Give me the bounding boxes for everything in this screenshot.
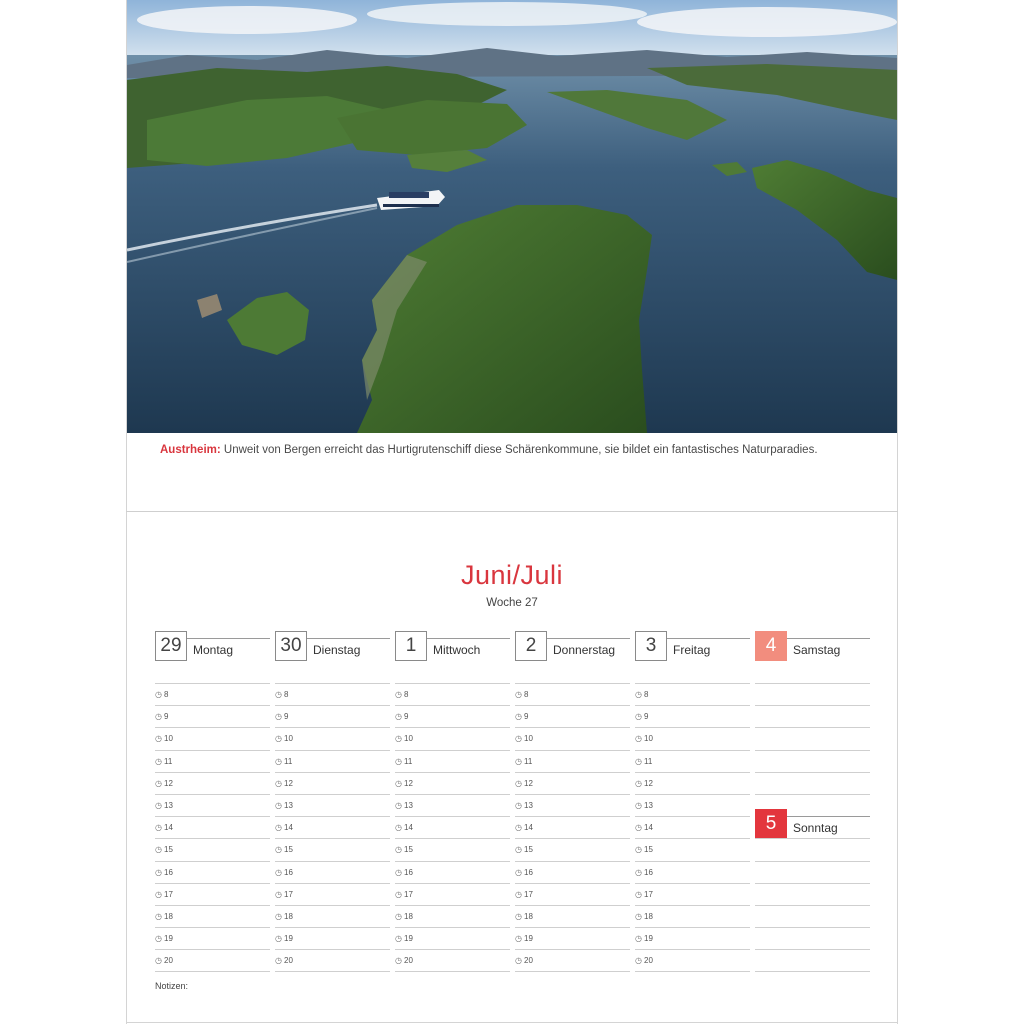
hour-row[interactable] [515, 927, 630, 949]
hour-row[interactable] [395, 949, 510, 971]
clock-icon: ◷ [515, 823, 522, 833]
day-name: Freitag [673, 643, 711, 657]
week-label: Woche 27 [486, 597, 538, 609]
clock-icon: ◷ [395, 756, 402, 766]
hour-row[interactable] [515, 838, 630, 860]
hour-row[interactable] [155, 927, 270, 949]
hour-row[interactable] [515, 861, 630, 883]
hour-row[interactable] [635, 838, 750, 860]
hour-row[interactable] [755, 750, 870, 772]
clock-icon: ◷ [515, 734, 522, 744]
hour-row[interactable] [275, 794, 390, 816]
hour-row[interactable] [275, 683, 390, 705]
hour-row[interactable] [275, 750, 390, 772]
hour-label: 14 [284, 823, 293, 833]
hour-row[interactable] [515, 794, 630, 816]
hour-row[interactable] [275, 705, 390, 727]
hour-label: 19 [524, 934, 533, 944]
hour-label: 14 [404, 823, 413, 833]
hour-label: 15 [164, 845, 173, 855]
hour-label: 19 [404, 934, 413, 944]
clock-icon: ◷ [275, 934, 282, 944]
hour-label: 20 [284, 956, 293, 966]
hour-label: 13 [284, 800, 293, 810]
hour-label: 17 [524, 889, 533, 899]
hour-row[interactable] [755, 683, 870, 705]
hour-label: 14 [524, 823, 533, 833]
hour-row[interactable] [395, 883, 510, 905]
hour-label: 8 [644, 690, 649, 699]
fjord-photo [127, 0, 897, 433]
clock-icon: ◷ [395, 911, 402, 921]
hour-label: 10 [164, 734, 173, 744]
clock-icon: ◷ [275, 756, 282, 766]
clock-icon: ◷ [155, 911, 162, 921]
weekend-column [755, 683, 870, 972]
clock-icon: ◷ [155, 690, 162, 699]
clock-icon: ◷ [275, 889, 282, 899]
clock-icon: ◷ [395, 734, 402, 744]
clock-icon: ◷ [155, 712, 162, 722]
hour-row[interactable] [155, 883, 270, 905]
hour-row[interactable] [395, 927, 510, 949]
clock-icon: ◷ [395, 867, 402, 877]
hour-row[interactable] [275, 883, 390, 905]
hour-row[interactable] [275, 816, 390, 838]
hour-row-end [275, 971, 390, 972]
clock-icon: ◷ [155, 934, 162, 944]
hour-row[interactable] [635, 883, 750, 905]
hour-row[interactable] [755, 861, 870, 883]
hour-row[interactable] [515, 683, 630, 705]
clock-icon: ◷ [635, 889, 642, 899]
hour-label: 17 [284, 889, 293, 899]
clock-icon: ◷ [275, 712, 282, 722]
hour-column [635, 683, 750, 972]
day-number: 4 [755, 631, 787, 661]
month-title: Juni/Juli [460, 560, 564, 590]
clock-icon: ◷ [395, 690, 402, 699]
hour-label: 11 [524, 756, 533, 766]
hour-row[interactable] [395, 727, 510, 749]
hour-label: 16 [284, 867, 293, 877]
hour-row[interactable] [275, 905, 390, 927]
hour-label: 15 [524, 845, 533, 855]
clock-icon: ◷ [635, 956, 642, 966]
hour-label: 17 [164, 889, 173, 899]
hour-label: 12 [404, 778, 413, 788]
hour-label: 14 [164, 823, 173, 833]
hour-row[interactable] [275, 861, 390, 883]
hour-row[interactable] [275, 838, 390, 860]
hour-label: 13 [404, 800, 413, 810]
hour-row[interactable] [755, 705, 870, 727]
hour-label: 12 [164, 778, 173, 788]
hour-row[interactable] [635, 861, 750, 883]
hour-row[interactable] [635, 905, 750, 927]
hour-row[interactable] [635, 927, 750, 949]
clock-icon: ◷ [635, 823, 642, 833]
clock-icon: ◷ [635, 845, 642, 855]
hour-row[interactable] [275, 772, 390, 794]
page-fold-divider [126, 511, 898, 512]
hour-row[interactable] [755, 772, 870, 794]
hour-row[interactable] [635, 816, 750, 838]
clock-icon: ◷ [275, 800, 282, 810]
hour-row[interactable] [755, 838, 870, 860]
hour-row[interactable] [395, 683, 510, 705]
clock-icon: ◷ [515, 756, 522, 766]
day-number: 29 [155, 631, 187, 661]
hour-label: 8 [284, 690, 289, 699]
clock-icon: ◷ [395, 956, 402, 966]
clock-icon: ◷ [275, 734, 282, 744]
clock-icon: ◷ [395, 889, 402, 899]
clock-icon: ◷ [155, 889, 162, 899]
hour-label: 16 [164, 867, 173, 877]
hour-row[interactable] [515, 905, 630, 927]
hour-row[interactable] [515, 816, 630, 838]
clock-icon: ◷ [155, 867, 162, 877]
hour-row[interactable] [635, 705, 750, 727]
hour-row[interactable] [155, 683, 270, 705]
hour-label: 20 [164, 956, 173, 966]
clock-icon: ◷ [635, 778, 642, 788]
hour-label: 15 [404, 845, 413, 855]
day-number: 3 [635, 631, 667, 661]
hour-row[interactable] [155, 861, 270, 883]
hour-row[interactable] [275, 949, 390, 971]
hour-label: 10 [284, 734, 293, 744]
hour-label: 13 [524, 800, 533, 810]
clock-icon: ◷ [515, 712, 522, 722]
hour-row-end [395, 971, 510, 972]
hour-row[interactable] [515, 727, 630, 749]
clock-icon: ◷ [515, 911, 522, 921]
hour-row[interactable] [635, 794, 750, 816]
hour-label: 9 [164, 712, 169, 722]
clock-icon: ◷ [395, 712, 402, 722]
hour-row[interactable] [755, 816, 870, 838]
hour-row[interactable] [395, 838, 510, 860]
hour-row[interactable] [755, 727, 870, 749]
caption-text: Unweit von Bergen erreicht das Hurtigrutenschiff diese Schärenkommune, sie bildet ein fantastisches Naturparadies. [220, 444, 818, 456]
hour-label: 19 [644, 934, 653, 944]
clock-icon: ◷ [635, 934, 642, 944]
notes-label: Notizen: [155, 981, 189, 991]
hour-row[interactable] [755, 949, 870, 971]
clock-icon: ◷ [155, 778, 162, 788]
clock-icon: ◷ [515, 934, 522, 944]
hour-label: 17 [644, 889, 653, 899]
clock-icon: ◷ [515, 845, 522, 855]
hour-label: 9 [524, 712, 529, 722]
hour-row-end [755, 971, 870, 972]
hour-row[interactable] [155, 727, 270, 749]
clock-icon: ◷ [155, 823, 162, 833]
day-name: Samstag [793, 643, 841, 657]
hour-column [155, 683, 270, 972]
clock-icon: ◷ [635, 911, 642, 921]
clock-icon: ◷ [635, 800, 642, 810]
clock-icon: ◷ [275, 956, 282, 966]
hour-label: 16 [644, 867, 653, 877]
hour-label: 8 [524, 690, 529, 699]
hour-label: 12 [284, 778, 293, 788]
hour-row[interactable] [395, 861, 510, 883]
hour-row[interactable] [395, 905, 510, 927]
hour-label: 10 [644, 734, 653, 744]
hour-column [515, 683, 630, 972]
clock-icon: ◷ [515, 690, 522, 699]
hour-label: 9 [284, 712, 289, 722]
clock-icon: ◷ [275, 911, 282, 921]
hour-row[interactable] [155, 905, 270, 927]
hour-label: 11 [284, 756, 293, 766]
hour-row[interactable] [155, 750, 270, 772]
hour-label: 8 [404, 690, 409, 699]
hour-label: 14 [644, 823, 653, 833]
hour-label: 12 [644, 778, 653, 788]
day-number: 1 [395, 631, 427, 661]
hour-label: 19 [284, 934, 293, 944]
hour-row[interactable] [275, 927, 390, 949]
hour-row-end [635, 971, 750, 972]
day-number: 5 [755, 809, 787, 839]
hour-row[interactable] [755, 905, 870, 927]
hour-row[interactable] [755, 883, 870, 905]
hour-label: 18 [524, 911, 533, 921]
hour-label: 18 [284, 911, 293, 921]
hour-label: 15 [284, 845, 293, 855]
hour-row[interactable] [755, 927, 870, 949]
caption-place: Austrheim: [160, 444, 221, 456]
hour-row[interactable] [155, 838, 270, 860]
clock-icon: ◷ [275, 823, 282, 833]
clock-icon: ◷ [635, 756, 642, 766]
day-number: 30 [275, 631, 307, 661]
hour-row[interactable] [395, 772, 510, 794]
hour-row[interactable] [155, 949, 270, 971]
page-right-edge [897, 0, 898, 1024]
hour-row[interactable] [395, 750, 510, 772]
hour-row[interactable] [155, 772, 270, 794]
photo-caption [160, 444, 880, 456]
day-name: Mittwoch [433, 643, 481, 657]
clock-icon: ◷ [275, 778, 282, 788]
hour-row[interactable] [515, 705, 630, 727]
day-name: Donnerstag [553, 643, 616, 657]
hour-row[interactable] [635, 949, 750, 971]
hour-label: 20 [524, 956, 533, 966]
clock-icon: ◷ [275, 867, 282, 877]
day-number: 2 [515, 631, 547, 661]
hour-label: 10 [404, 734, 413, 744]
hour-row[interactable] [635, 750, 750, 772]
clock-icon: ◷ [635, 867, 642, 877]
hour-row[interactable] [275, 727, 390, 749]
hour-row[interactable] [635, 772, 750, 794]
hour-label: 17 [404, 889, 413, 899]
hour-row[interactable] [515, 883, 630, 905]
clock-icon: ◷ [395, 845, 402, 855]
hour-label: 11 [644, 756, 653, 766]
clock-icon: ◷ [515, 867, 522, 877]
hour-label: 12 [524, 778, 533, 788]
hour-label: 8 [164, 690, 169, 699]
clock-icon: ◷ [635, 712, 642, 722]
hour-label: 19 [164, 934, 173, 944]
clock-icon: ◷ [155, 956, 162, 966]
hour-label: 18 [644, 911, 653, 921]
hour-row[interactable] [635, 683, 750, 705]
hour-label: 16 [524, 867, 533, 877]
hour-column [275, 683, 390, 972]
day-name: Montag [193, 643, 234, 657]
hour-label: 11 [164, 756, 173, 766]
page-bottom-edge [126, 1022, 898, 1023]
hour-label: 13 [164, 800, 173, 810]
hour-row[interactable] [515, 750, 630, 772]
hour-label: 15 [644, 845, 653, 855]
clock-icon: ◷ [515, 778, 522, 788]
clock-icon: ◷ [275, 690, 282, 699]
clock-icon: ◷ [395, 823, 402, 833]
clock-icon: ◷ [515, 956, 522, 966]
day-name: Sonntag [793, 821, 838, 835]
clock-icon: ◷ [275, 845, 282, 855]
hour-label: 16 [404, 867, 413, 877]
clock-icon: ◷ [635, 734, 642, 744]
hour-label: 11 [404, 756, 413, 766]
hour-row[interactable] [155, 794, 270, 816]
hour-row[interactable] [395, 705, 510, 727]
hour-column [395, 683, 510, 972]
hour-label: 18 [404, 911, 413, 921]
clock-icon: ◷ [155, 734, 162, 744]
clock-icon: ◷ [395, 778, 402, 788]
clock-icon: ◷ [515, 889, 522, 899]
hour-row[interactable] [755, 794, 870, 816]
hour-label: 20 [644, 956, 653, 966]
hour-row-end [155, 971, 270, 972]
clock-icon: ◷ [155, 845, 162, 855]
hour-label: 10 [524, 734, 533, 744]
clock-icon: ◷ [155, 800, 162, 810]
hour-row-end [515, 971, 630, 972]
hour-row[interactable] [395, 816, 510, 838]
clock-icon: ◷ [395, 800, 402, 810]
hour-row[interactable] [395, 794, 510, 816]
clock-icon: ◷ [395, 934, 402, 944]
day-name: Dienstag [313, 643, 361, 657]
hour-label: 20 [404, 956, 413, 966]
hour-label: 18 [164, 911, 173, 921]
hour-row[interactable] [155, 816, 270, 838]
clock-icon: ◷ [155, 756, 162, 766]
clock-icon: ◷ [515, 800, 522, 810]
hour-label: 9 [404, 712, 409, 722]
hour-row[interactable] [515, 949, 630, 971]
hour-row[interactable] [635, 727, 750, 749]
hour-row[interactable] [155, 705, 270, 727]
hour-label: 13 [644, 800, 653, 810]
hour-row[interactable] [515, 772, 630, 794]
hour-label: 9 [644, 712, 649, 722]
clock-icon: ◷ [635, 690, 642, 699]
